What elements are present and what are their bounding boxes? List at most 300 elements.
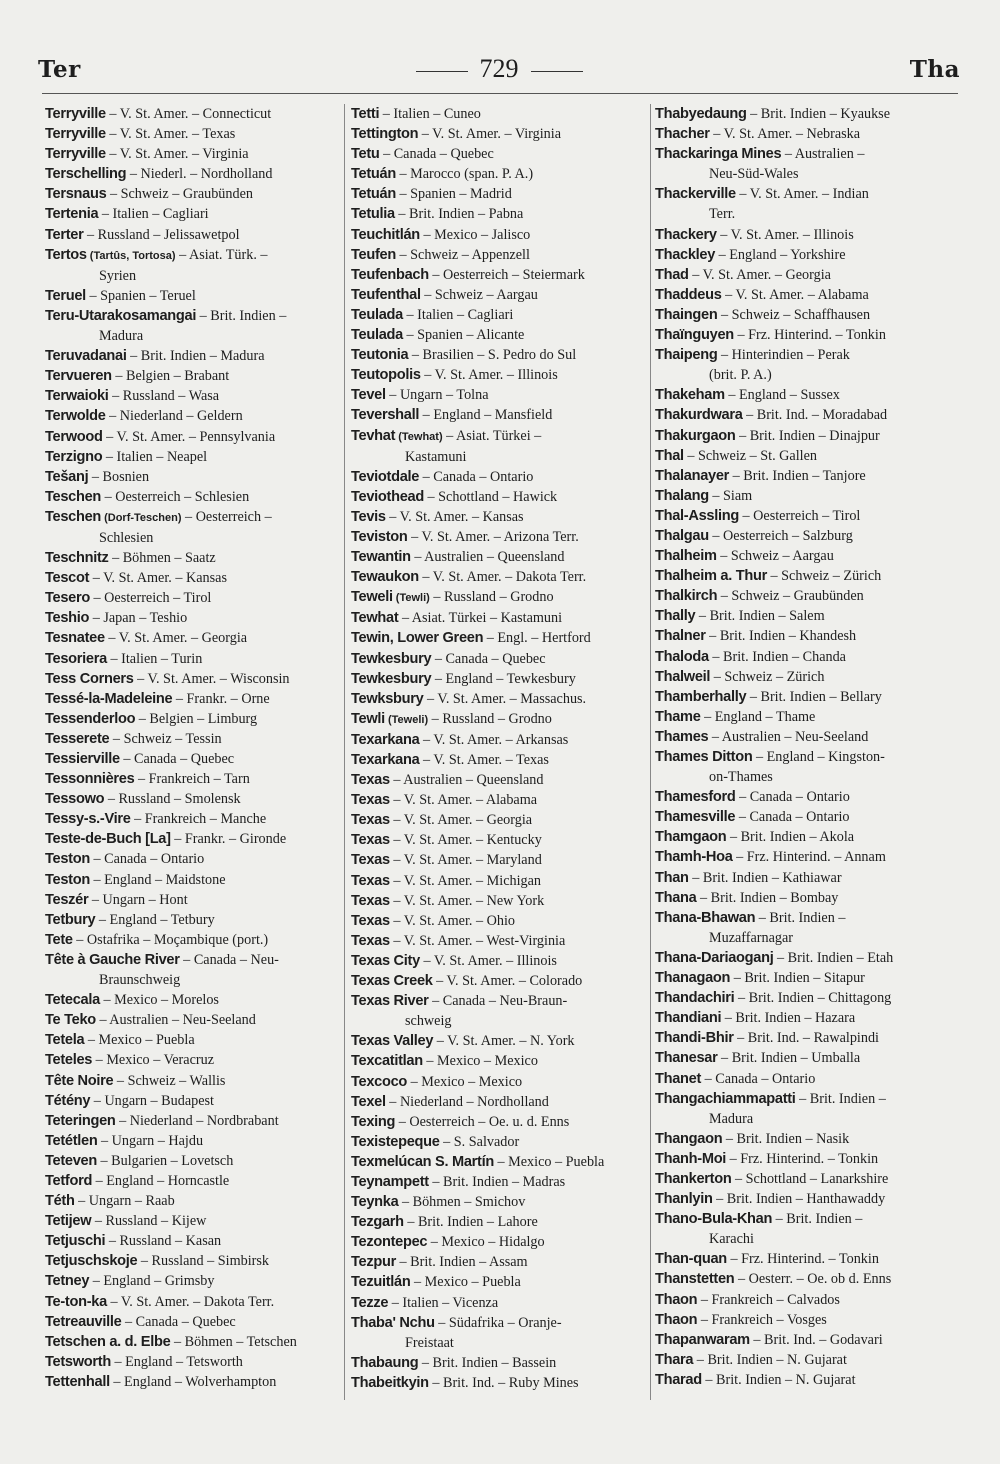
place-location: – V. St. Amer. – Michigan: [389, 872, 542, 889]
place-location: – Schweiz – Aargau: [420, 286, 538, 303]
header-dash-right: [531, 71, 583, 72]
gazetteer-entry: [45, 1372, 339, 1392]
place-location: – Schweiz – Graubünden: [717, 588, 864, 605]
gazetteer-entry: [351, 750, 647, 770]
gazetteer-entry: [655, 667, 955, 687]
place-location: – Engl. – Hertford: [483, 630, 591, 647]
gazetteer-entry: [351, 385, 647, 405]
place-name: Thackley: [655, 246, 716, 263]
place-name: Teutopolis: [351, 367, 421, 384]
gazetteer-entry: [351, 608, 647, 628]
place-name: Tevhat: [351, 427, 396, 444]
place-name: Teynampett: [351, 1173, 429, 1190]
place-location: – Oesterreich – Tirol: [89, 590, 212, 607]
gazetteer-entry: [351, 567, 647, 587]
place-name: Texas: [351, 852, 390, 869]
place-name: Teste-de-Buch [La]: [45, 831, 171, 848]
place-location: – S. Salvador: [439, 1133, 520, 1150]
place-location: – Canada – Neu-: [179, 951, 279, 968]
place-location: – V. St. Amer. – Maryland: [389, 852, 542, 869]
gazetteer-entry: [655, 466, 955, 486]
gazetteer-entry: [45, 568, 339, 588]
place-name: Thakurdwara: [655, 407, 743, 424]
gazetteer-entry: [45, 669, 339, 689]
place-location: – V. St. Amer. – Kentucky: [389, 832, 542, 849]
place-location: – V. St. Amer. – Georgia: [104, 630, 248, 647]
gazetteer-entry: [45, 1071, 339, 1091]
place-location: – Italien – Cagliari: [98, 206, 209, 223]
gazetteer-entry: [655, 888, 955, 908]
place-location: – Brit. Ind. – Moradabad: [742, 407, 888, 424]
place-alt-name: (Tartûs, Tortosa): [86, 249, 176, 262]
place-name: Tervueren: [45, 368, 112, 385]
place-location: – Spanien – Teruel: [85, 287, 196, 304]
place-location: – Oesterreich – Schlesien: [101, 488, 250, 505]
place-name: Teston: [45, 851, 90, 868]
gazetteer-entry: [351, 325, 647, 345]
place-name: Thabaung: [351, 1354, 419, 1371]
place-location: – Australien – Queensland: [410, 549, 565, 566]
place-name: Tess Corners: [45, 670, 134, 687]
gazetteer-entry: [45, 124, 339, 144]
place-name: Thandachiri: [655, 990, 735, 1007]
gazetteer-entry: [655, 1330, 955, 1350]
place-name: Thad: [655, 266, 689, 283]
gazetteer-entry: [45, 1352, 339, 1372]
gazetteer-entry: [45, 225, 339, 245]
place-name: Thamesford: [655, 789, 736, 806]
place-name: Thakeham: [655, 387, 725, 404]
place-name: Téth: [45, 1193, 75, 1210]
place-location: – Brit. Ind. – Rawalpindi: [733, 1030, 879, 1047]
place-name: Texas: [351, 832, 390, 849]
place-name: Teruel: [45, 287, 86, 304]
place-name: Than: [655, 869, 689, 886]
place-location: – Brit. Indien – Chanda: [708, 648, 846, 665]
place-location: – Ungarn – Tolna: [385, 387, 489, 404]
place-location: – Brit. Indien – Khandesh: [705, 628, 857, 645]
gazetteer-entry: [655, 405, 955, 425]
place-name: Thal-Assling: [655, 507, 739, 524]
place-location: – V. St. Amer. – Connecticut: [105, 106, 272, 122]
gazetteer-entry: [655, 1269, 955, 1289]
gazetteer-entry: [45, 950, 339, 990]
place-location: – Ungarn – Hont: [88, 891, 188, 908]
place-location: – V. St. Amer. – N. York: [433, 1033, 575, 1050]
place-name: Tessé-la-Madeleine: [45, 690, 173, 707]
place-location: – Brit. Indien – Kathiawar: [688, 869, 842, 886]
gazetteer-entry: [45, 1030, 339, 1050]
place-location: – Oesterr. – Oe. ob d. Enns: [734, 1271, 892, 1288]
gazetteer-entry: [45, 789, 339, 809]
place-name: Thaddeus: [655, 286, 722, 303]
gazetteer-entry: [45, 507, 339, 548]
place-location: – Schweiz – Appenzell: [395, 246, 530, 263]
gazetteer-entry: [351, 628, 647, 648]
place-location: – Niederland – Geldern: [105, 408, 243, 425]
place-location: – V. St. Amer. – Arizona Terr.: [407, 528, 579, 545]
gazetteer-entry: [45, 184, 339, 204]
gazetteer-entry: [45, 608, 339, 628]
gazetteer-entry: [655, 1008, 955, 1028]
gazetteer-entry: [45, 427, 339, 447]
place-location: – Australien – Neu-Seeland: [95, 1012, 256, 1029]
place-name: Thanh-Moi: [655, 1150, 727, 1167]
place-location: – V. St. Amer. – Alabama: [389, 792, 538, 809]
place-name: Tessonnières: [45, 771, 135, 788]
place-name: Tezze: [351, 1294, 389, 1311]
gazetteer-entry: [351, 709, 647, 730]
place-location: – Italien – Neapel: [102, 448, 208, 465]
place-name: Thanagaon: [655, 970, 731, 987]
place-location: – V. St. Amer. – Pennsylvania: [102, 428, 276, 445]
gazetteer-entry: [45, 1091, 339, 1111]
gazetteer-entry: [351, 951, 647, 971]
place-name: Thanet: [655, 1070, 702, 1087]
place-name: Thames Ditton: [655, 749, 753, 765]
place-location: – V. St. Amer. – Indian: [735, 186, 869, 203]
place-location: – Russland – Kijew: [91, 1213, 207, 1230]
place-location: – Brit. Indien –: [772, 1211, 863, 1228]
place-name: Texas: [351, 792, 390, 809]
gazetteer-entry: [351, 1192, 647, 1212]
gazetteer-entry: [351, 204, 647, 224]
place-location: – V. St. Amer. – Virginia: [418, 126, 562, 143]
place-location: – Frankr. – Gironde: [170, 831, 287, 848]
place-name: Tetulia: [351, 206, 395, 223]
gazetteer-entry: [45, 1292, 339, 1312]
gazetteer-entry: [45, 366, 339, 386]
gazetteer-entry: [351, 144, 647, 164]
gazetteer-entry: [655, 687, 955, 707]
page-number: 729: [479, 54, 519, 83]
place-name: Thaloda: [655, 648, 709, 665]
place-name: Texas: [351, 872, 390, 889]
place-location: – Italien – Cagliari: [402, 306, 514, 323]
gazetteer-entry: [45, 1050, 339, 1070]
place-name: Teviothead: [351, 488, 424, 505]
place-name: Texas: [351, 932, 390, 949]
place-location: – Bulgarien – Lovetsch: [96, 1152, 234, 1169]
place-location: – Asiat. Türkei – Kastamuni: [398, 610, 563, 627]
place-location: – Brit. Ind. – Ruby Mines: [428, 1374, 579, 1391]
gazetteer-entry: [45, 890, 339, 910]
place-name: Tezuitlán: [351, 1274, 411, 1291]
place-location: – Oesterreich – Tirol: [738, 507, 861, 524]
place-name: Tesero: [45, 590, 90, 607]
gazetteer-entry: [351, 871, 647, 891]
gazetteer-entry: [655, 1249, 955, 1269]
gazetteer-entry: [45, 306, 339, 346]
place-name: Tetecala: [45, 992, 100, 1009]
place-location: – Brit. Indien –: [755, 909, 846, 926]
place-location: – Russland – Wasa: [108, 388, 220, 405]
place-name: Texas: [351, 912, 390, 929]
place-name: Tetreauville: [45, 1313, 122, 1330]
gazetteer-entry: [351, 770, 647, 790]
place-name: Thame: [655, 708, 701, 725]
place-name: Texas: [351, 892, 390, 909]
gazetteer-entry: [45, 144, 339, 164]
place-location: – V. St. Amer. – Massachus.: [423, 690, 587, 707]
place-location: – England – Kingston-: [752, 749, 885, 765]
place-location: – Japan – Teshio: [89, 610, 188, 627]
gazetteer-entry: [655, 124, 955, 144]
place-name: Tetétlen: [45, 1132, 98, 1149]
gazetteer-entry: [45, 809, 339, 829]
gazetteer-entry: [655, 184, 955, 224]
place-location: – England – Tetsworth: [110, 1353, 243, 1370]
gazetteer-entry: [45, 849, 339, 869]
gazetteer-entry: [655, 727, 955, 747]
place-name: Tetuán: [351, 186, 396, 203]
place-location: – Russland – Simbirsk: [137, 1253, 269, 1270]
gazetteer-entry: [655, 747, 955, 787]
gazetteer-entry: [655, 104, 955, 124]
place-location-continued: Madura: [99, 328, 144, 345]
gazetteer-entry: [655, 586, 955, 606]
place-name: Texarkana: [351, 752, 420, 768]
place-name: Teru-Utarakosamangai: [45, 307, 197, 324]
place-name: Texcatitlan: [351, 1053, 423, 1070]
gazetteer-entry: [655, 325, 955, 345]
place-location: – England – Wolverhampton: [109, 1373, 277, 1390]
gazetteer-entry: [351, 345, 647, 365]
gazetteer-entry: [655, 1290, 955, 1310]
place-location: – Südafrika – Oranje-: [434, 1314, 562, 1331]
gazetteer-entry: [351, 1272, 647, 1292]
place-location-continued: on-Thames: [709, 769, 773, 786]
place-location: – V. St. Amer. – Texas: [105, 126, 236, 143]
place-location: – England – Sussex: [724, 387, 840, 404]
gazetteer-entry: [45, 588, 339, 608]
place-name: Texas City: [351, 952, 420, 969]
gazetteer-entry: [45, 1251, 339, 1271]
place-name: Tetti: [351, 106, 380, 122]
gazetteer-entry: [655, 988, 955, 1008]
place-name: Tetuán: [351, 166, 396, 183]
gazetteer-entry: [351, 790, 647, 810]
place-name: Tewhat: [351, 610, 399, 627]
place-alt-name: (Teweli): [384, 713, 429, 726]
place-name: Tertenia: [45, 206, 99, 223]
place-location: – Mexico – Mexico: [407, 1073, 523, 1090]
place-name: Thana: [655, 889, 697, 906]
place-location: – Oesterreich – Steiermark: [428, 266, 585, 283]
place-name: Thalner: [655, 628, 706, 645]
place-location: – Brit. Indien – Chittagong: [734, 990, 892, 1007]
place-location: – England – Thame: [700, 708, 816, 725]
place-name: Thalang: [655, 487, 709, 504]
gazetteer-entry: [655, 1028, 955, 1048]
gazetteer-entry: [351, 104, 647, 124]
place-name: Teszér: [45, 891, 89, 908]
place-name: Tewksbury: [351, 690, 424, 707]
gazetteer-entry: [655, 1129, 955, 1149]
gazetteer-entry: [45, 930, 339, 950]
place-location: – Belgien – Limburg: [135, 710, 258, 727]
place-location: – Ungarn – Hajdu: [97, 1132, 204, 1149]
place-location: – Marocco (span. P. A.): [395, 166, 534, 183]
place-location: – Brit. Indien –: [795, 1090, 886, 1107]
place-location-continued: schweig: [405, 1013, 452, 1030]
place-name: Thandi-Bhir: [655, 1030, 734, 1047]
place-name: Tersnaus: [45, 186, 107, 203]
gazetteer-entry: [655, 1149, 955, 1169]
place-location: – Italien – Vicenza: [388, 1294, 499, 1311]
place-name: Texel: [351, 1093, 386, 1110]
place-location: – Brit. Indien – Tanjore: [729, 467, 866, 484]
gazetteer-entry: [351, 649, 647, 669]
place-name: Thackery: [655, 226, 717, 243]
place-location: – V. St. Amer. – New York: [389, 892, 545, 909]
place-location: – Frankreich – Manche: [130, 811, 267, 828]
place-location-continued: Kastamuni: [405, 448, 467, 465]
gazetteer-entry: [655, 868, 955, 888]
gazetteer-entry: [351, 1152, 647, 1172]
gazetteer-entry: [351, 305, 647, 325]
place-name: Teteven: [45, 1152, 97, 1169]
place-name: Tettington: [351, 126, 419, 143]
gazetteer-entry: [655, 707, 955, 727]
place-location: – V. St. Amer. – Arkansas: [419, 731, 569, 748]
place-location: – Belgien – Brabant: [111, 368, 230, 385]
place-location: – Mexico – Puebla: [84, 1032, 195, 1049]
place-location: – Brit. Indien – Sitapur: [730, 970, 865, 987]
gazetteer-entry: [45, 1191, 339, 1211]
gazetteer-entry: [351, 245, 647, 265]
gazetteer-entry: [655, 305, 955, 325]
place-location: – Spanien – Madrid: [395, 186, 512, 203]
gazetteer-column-2: [351, 104, 647, 1393]
column-divider: [650, 104, 651, 1400]
place-name: Tetjuschskoje: [45, 1253, 138, 1270]
gazetteer-entry: [45, 346, 339, 366]
place-name: Te-ton-ka: [45, 1293, 107, 1310]
place-name: Terwood: [45, 428, 103, 445]
place-name: Terzigno: [45, 448, 103, 465]
gazetteer-entry: [351, 1132, 647, 1152]
gazetteer-entry: [655, 948, 955, 968]
place-location: – Schweiz – Aargau: [716, 548, 834, 565]
gazetteer-entry: [351, 1172, 647, 1192]
place-name: Tetsworth: [45, 1353, 111, 1370]
place-name: Thaïnguyen: [655, 327, 734, 344]
place-name: Thally: [655, 608, 696, 625]
place-name: Thalweil: [655, 668, 711, 685]
header-rule: [42, 93, 958, 94]
place-location: – Frankr. – Orne: [172, 690, 270, 707]
place-location: – Brit. Indien – Hanthawaddy: [712, 1191, 886, 1208]
place-name: Tétény: [45, 1092, 91, 1109]
place-location: – V. St. Amer. – West-Virginia: [389, 932, 566, 949]
place-location: – V. St. Amer. – Georgia: [688, 266, 831, 283]
place-name: Teteles: [45, 1052, 93, 1069]
place-name: Tertos: [45, 246, 87, 263]
place-location: – Brit. Indien – Bombay: [696, 889, 839, 906]
place-location-continued: Madura: [709, 1110, 754, 1127]
place-location-continued: Freistaat: [405, 1334, 454, 1351]
place-location: – Mexico – Puebla: [493, 1153, 605, 1170]
place-name: Tête Noire: [45, 1072, 114, 1089]
gazetteer-entry: [45, 386, 339, 406]
gazetteer-entry: [351, 971, 647, 991]
place-location: – Niederland – Nordholland: [385, 1093, 549, 1110]
place-name: Thaba' Nchu: [351, 1314, 435, 1331]
place-name: Tharad: [655, 1371, 702, 1388]
gazetteer-entry: [655, 245, 955, 265]
gazetteer-entry: [655, 446, 955, 466]
place-location: – Brit. Indien – Assam: [395, 1254, 528, 1271]
place-location: – Brit. Indien – Salem: [695, 608, 825, 625]
place-location: – Schweiz – Wallis: [113, 1072, 226, 1089]
gazetteer-entry: [45, 910, 339, 930]
place-name: Teschen: [45, 488, 102, 505]
place-location: – V. St. Amer. – Colorado: [432, 973, 583, 990]
place-name: Thano-Bula-Khan: [655, 1211, 773, 1228]
place-name: Thal: [655, 447, 684, 464]
place-location: – Asiat. Türkei –: [442, 427, 542, 444]
place-location: – Asiat. Türk. –: [175, 246, 268, 263]
place-location: – Schweiz – St. Gallen: [683, 447, 817, 464]
place-location: – Russland – Kasan: [105, 1233, 222, 1250]
gazetteer-entry: [351, 1313, 647, 1353]
place-alt-name: (Dorf-Teschen): [101, 511, 182, 524]
place-location: – Australien – Queensland: [389, 772, 544, 789]
place-location-continued: Schlesien: [99, 529, 154, 546]
gazetteer-entry: [45, 286, 339, 306]
gazetteer-entry: [655, 566, 955, 586]
place-name: Tetbury: [45, 911, 96, 928]
place-name: Teynka: [351, 1194, 399, 1211]
place-location: – V. St. Amer. – Illinois: [420, 367, 558, 384]
header-left-keyword: Ter: [38, 56, 81, 83]
gazetteer-entry: [45, 1271, 339, 1291]
place-location: – Brit. Indien – Nasik: [722, 1130, 850, 1147]
place-name: Tesnatee: [45, 630, 105, 647]
place-name: Thangaon: [655, 1130, 723, 1147]
gazetteer-entry: [351, 1092, 647, 1112]
gazetteer-entry: [351, 689, 647, 709]
place-name: Thamberhally: [655, 688, 747, 705]
place-location: – Frankreich – Calvados: [697, 1291, 840, 1308]
gazetteer-entry: [351, 931, 647, 951]
place-location: – Brit. Indien –: [196, 307, 287, 324]
place-location: – V. St. Amer. – Dakota Terr.: [106, 1293, 275, 1310]
gazetteer-entry: [45, 990, 339, 1010]
place-name: Tewin, Lower Green: [351, 630, 484, 647]
gazetteer-entry: [655, 1048, 955, 1068]
gazetteer-entry: [45, 689, 339, 709]
place-location: – Canada – Ontario: [419, 468, 534, 485]
place-name: Tevel: [351, 387, 386, 404]
gazetteer-entry: [655, 1350, 955, 1370]
place-name: Tessenderloo: [45, 710, 136, 727]
gazetteer-entry: [351, 911, 647, 931]
page-number-line: [38, 54, 960, 84]
place-location: – Mexico – Mexico: [422, 1053, 538, 1070]
place-name: Terryville: [45, 106, 106, 122]
place-location: – Brit. Indien – Lahore: [403, 1214, 538, 1231]
place-name: Thaingen: [655, 306, 718, 323]
column-divider: [344, 104, 345, 1400]
place-name: Tevershall: [351, 407, 420, 424]
place-name: Terter: [45, 226, 84, 243]
place-location: – Ungarn – Budapest: [90, 1092, 214, 1109]
place-location: – Schweiz – Schaffhausen: [717, 306, 871, 323]
place-location: – Schottland – Hawick: [423, 488, 558, 505]
place-location: – Russland – Jelissawetpol: [83, 226, 240, 243]
